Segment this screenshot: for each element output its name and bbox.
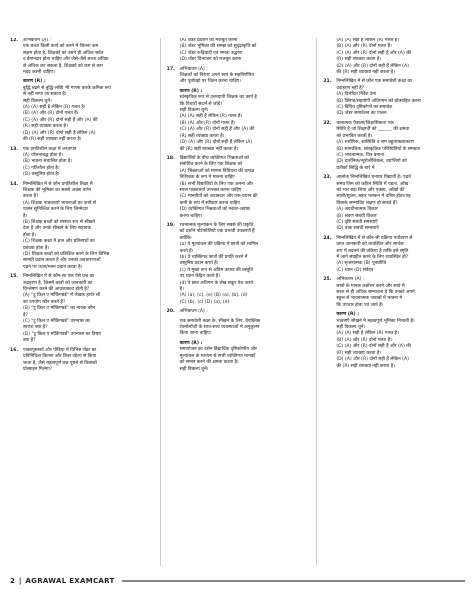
question-line: प्रतिनिधित्व कितना और किस उद्देश्य से किया — [23, 354, 97, 360]
question-line: मदद करनी चाहिए। — [23, 70, 55, 76]
answer-option: (C) (b), (c) (D) (a), (d) — [179, 299, 230, 305]
question-line: क्या है? — [23, 338, 36, 344]
answer-option: (A) भिन्नताओं को मानना विविधता की प्रत्यक्ष — [179, 168, 255, 174]
question-head — [323, 277, 465, 283]
question-line: करते हैं। — [179, 248, 194, 254]
question-text: अभिकथन (A) : — [23, 38, 52, 43]
question-line: है। — [23, 213, 28, 219]
question-number: 13. — [10, 146, 19, 152]
answer-option: (D) (A) और (R) दोनों सही हैं लेकिन (A) — [336, 357, 409, 363]
answer-option: (D) व्यक्तिगत भिन्नताओं को नकार-अवांछ — [179, 207, 250, 213]
question-line: सरल पाठ्यचर्या उपलब्ध करना चाहिए — [179, 187, 242, 193]
question-block — [323, 175, 465, 233]
brand-name: AGRAWAL EXAMCART — [25, 577, 115, 585]
answer-option: (B) भावना संचालित होता है। — [23, 159, 73, 165]
question-line: से अधिक कर सकता है, शिक्षकों को कम से कम — [23, 63, 103, 69]
answer-option: (C) विविध दृष्टिकोणों का समावेश — [336, 105, 393, 111]
answer-option: (D) (A) और (R) दोनों सही हैं लेकिन (A) — [336, 63, 409, 69]
answer-option: (c) ये मुख्य रूप से अंतिम उत्पाद की प्रस्तुति — [179, 267, 253, 273]
answer-option: (B) (A) और (R) दोनों गलत हैं। — [23, 111, 79, 117]
answer-option: (a) ये मूल्यांकन की प्रक्रिया में छात्रों को शामिल — [179, 242, 259, 248]
question-block — [10, 348, 152, 374]
question-line: है? — [23, 312, 28, 318]
question-line: स्थिति है जो शिक्षार्थी को ______ की क्षमता — [336, 127, 410, 133]
question-block — [323, 121, 465, 172]
question-line: (R) सही व्याख्या करता है। — [23, 124, 68, 130]
answer-option: (B) (A) और (R) दोनों गलत हैं। — [336, 44, 392, 50]
question-line: को दर्शाने पोर्टफोलियो एक प्रभावी उपकरणें हैं — [179, 229, 255, 235]
question-line: व ईमानदार होना चाहिए और जैसे-जैसे बच्चा अधिक — [23, 57, 109, 63]
question-block — [167, 38, 309, 64]
question-block — [167, 223, 309, 306]
footer-rule — [122, 580, 465, 582]
question-block — [10, 147, 152, 179]
question-number: 22. — [323, 120, 332, 126]
question-line: में आगे संग्रहीत करने के लिए व्यवस्थित हो? — [336, 255, 409, 260]
answer-option: (C) मानवीयों को जवाबदार और एक-प्रधान की — [179, 194, 258, 200]
question-line: रूप में बदलने की प्रक्रिया है ताकि इसे स्मृति — [336, 248, 409, 254]
answer-option: (B) सभी विद्यार्थियों के लिए एक अनन्य और — [179, 181, 254, 187]
question-text: निम्नलिखित में से कौन एक समावेशी कक्षा का — [336, 79, 413, 85]
question-block — [167, 89, 309, 153]
question-text: पाठ्यपुस्तकों और पीडिया में विभिन्न जेंडर का — [23, 347, 97, 353]
question-line: सांस्कृतिक रूप से उत्तरदायी शिक्षक का कार्य है — [179, 95, 257, 101]
answer-option: (C) शिक्षक कक्षा में ज्ञान और प्रतिस्पर्धा का — [23, 239, 95, 245]
answer-option: (d) ये छात्र अधिगम के लेख संकूर पेश करते — [179, 280, 253, 286]
question-line: प्रबंधक होता है। — [23, 245, 50, 251]
question-block — [167, 156, 309, 220]
question-line: पालन सुनिश्चित करने के लिए जिम्मेदार — [23, 207, 88, 213]
answer-option: (A) योजनाबद्ध होता है। — [23, 152, 64, 158]
question-line: किसके सम्भावित लक्षण हो सकते हैं? — [336, 200, 398, 206]
question-line: बुद्धि बढ़ने से बुद्धि-लब्धि भी गणना करके क्रमिक रूप — [23, 85, 111, 91]
question-text: कलात्मक फैसला/जिज्ञासिकता एक — [336, 120, 394, 126]
question-line: कि उपचार होता एवं जाते हैं। — [336, 302, 384, 308]
question-line: निशिचता के रूप में मानना चाहिए — [179, 175, 235, 181]
question-text: विद्यार्थियों के बीच व्यक्तिगत भिन्नताओं को — [179, 155, 250, 161]
answer-option: (C) भावनात्मक, चित्र बनाना — [336, 152, 384, 158]
question-block — [323, 312, 465, 370]
question-line: जाता है, जैसे महत्वपूर्ण प्रश्न पूछने से किसको — [23, 360, 97, 366]
section-label: कारण (R) : — [179, 340, 203, 346]
answer-option: (C) (A) और (R) दोनों सही हैं और (A) की — [336, 344, 411, 350]
question-line: की (R) सही व्याख्या नहीं करता है। — [23, 137, 82, 143]
question-number: 21. — [323, 79, 332, 85]
question-line: से नहीं मापा जा सकता है। — [23, 92, 67, 98]
answer-option: (A) (A) सही है लेकिन (R) गलत है। — [179, 114, 243, 120]
question-block — [167, 319, 309, 338]
answer-option: (C) दृष्टि संबंधी समस्याएँ — [336, 219, 378, 225]
answer-option: (D) वाक संबंधी समस्याएँ — [336, 226, 379, 232]
question-text: आलोक निम्नलिखित घनाघर विद्यार्थी है। पढ़ते — [336, 175, 411, 181]
question-line: लाली/सूजन, बहार पलकन में धनिष्ट होता।यह — [336, 194, 411, 200]
question-block — [10, 274, 152, 344]
answer-option: (D) जेंडर समावेशन का पालन — [336, 111, 387, 117]
section-label: कारण (R) : — [336, 312, 360, 318]
question-line: और पूर्वाग्रहों पर चिंतन करना चाहिए। — [179, 79, 242, 85]
question-text: अभिकथन (A) : — [179, 309, 208, 315]
answer-option: (b) ये व्यक्तिगत छात्रों की प्रगति करने में — [179, 255, 248, 260]
question-line: एक समावेशी कक्षा के, सीखने के लिए, वैयक्तिक — [179, 318, 261, 324]
question-number: 14. — [10, 181, 19, 187]
question-line: देता है और उनके सीखने के लिए सहायक — [23, 226, 91, 232]
question-line: विश्लेषण करने की आवश्यकता होती है? — [23, 287, 90, 293]
question-line: एक बच्चा किसी कार्य को करने में जितना कम — [23, 44, 99, 50]
question-number: 18. — [166, 155, 175, 161]
question-block — [167, 67, 309, 86]
question-columns — [10, 38, 465, 566]
question-line: की (R) सही व्याख्या नहीं करता है। — [336, 70, 395, 76]
question-line: शिक्षकों को निरंतर अपने स्वयं के सहनिर्णयित — [179, 73, 254, 79]
footer-separator-icon: | — [18, 577, 22, 585]
column-left — [10, 38, 152, 566]
question-line: छात्रों के मानक प्रश्नोत्तर करने और स्वयं में — [336, 283, 405, 289]
question-line: मूल्यांकन के माध्यम से सभी व्यक्तिगत मानकों — [179, 353, 256, 359]
question-head — [10, 274, 152, 280]
question-block — [10, 182, 152, 272]
answer-option: (A) अवधीनात्मक विकार — [336, 207, 378, 213]
question-number: 23. — [323, 175, 332, 181]
question-line: कमी के रूप में स्वीकार करना चाहिए — [179, 200, 240, 206]
question-block — [10, 79, 152, 143]
question-line: टेक्नोलॉजी के साथ-साथ व्यवस्थाओं में अनुकूलन — [179, 325, 260, 331]
question-line: पर ध्यान केंद्रित करते हैं। — [179, 274, 221, 280]
question-line: (R) सही व्याख्या करता है। — [179, 133, 225, 139]
answer-option: (A) शारीरिक, स्वस्थिति व सम बहुव्याख्याकरण — [336, 140, 414, 146]
answer-option: (A) विभेदित निर्देश देना — [336, 92, 377, 98]
question-line: कि विचारों संदर्भ से जोड़ें। — [179, 101, 222, 107]
question-line: प्रतीकों सिद्धि के बारे में — [336, 165, 375, 171]
question-line: होता है। — [23, 232, 37, 238]
answer-option: (D) (A) और (R) दोनों सही हैं लेकिन (A) — [23, 130, 96, 136]
question-block — [323, 79, 465, 117]
question-line: (R) सही व्याख्या करता है। — [336, 57, 382, 63]
question-text: रचनात्मक मूल्यांकन के लिए सबसे की प्रकृति — [179, 222, 254, 228]
question-line: सरल से ही अधिक सम्भावना है कि उनको अपने — [336, 290, 415, 296]
answer-option: (B) सामाजिक, सांस्कृतिक परिस्थितियों के समग्रता — [336, 146, 421, 152]
answer-option: (D) शिक्षक बच्चों को प्रशिक्षित करने के लिए विभिन्न — [23, 252, 110, 257]
question-head — [167, 309, 309, 315]
answer-option: (B) जेंडर भूमिका की समझ को सुदृढ़ाकृति को — [179, 44, 257, 50]
column-right — [316, 38, 465, 566]
answer-option: (A) शिक्षक पाठ्यचर्या भावनाओं का कार्य से — [23, 200, 96, 206]
question-line: सक्षम होता है, शिक्षकों को उसने ही अधिक सर्वत्र — [23, 50, 104, 56]
question-block — [323, 277, 465, 309]
answer-option: (D) वस्तुनिष्ठ होता है। — [23, 172, 60, 178]
answer-option: (C) गतिशील होता है। — [23, 165, 60, 171]
question-line: का उपयोग कौन करते हैं? — [23, 299, 66, 305]
question-head — [323, 175, 465, 181]
question-line: प्रोत्साहन मिलेगा? — [23, 366, 53, 372]
answer-option: (A) "टू किल ए मॉकिंगबर्ड" में लेखक हार्पर ली — [23, 293, 101, 299]
question-block — [167, 341, 309, 373]
question-line: करता है? — [23, 194, 39, 200]
question-number: 19. — [166, 222, 175, 228]
question-line: सही विकल्प चुनें। — [179, 366, 209, 372]
question-line: समय जिम को कठिन स्थिति में पड़ता, आँख — [336, 181, 409, 187]
answer-option: (B) (A) और (R) दोनों गलत हैं। — [179, 120, 236, 126]
answer-option: (A) (A) सही है लेकिन (R) गलत है। — [336, 38, 399, 43]
question-text: निम्नलिखित में से कौन-सा एक ऐसे प्रश्न का — [23, 274, 95, 280]
question-number: 12. — [10, 38, 19, 43]
question-line: करना चाहिए। — [179, 213, 203, 219]
question-number: 16. — [10, 347, 19, 353]
question-line: वस्तुनिष्ठ प्रदान करते हैं। — [179, 261, 219, 267]
question-number: 25. — [323, 277, 332, 283]
answer-option: (B) "टू किल ए मॉकिंगबर्ड" का नायक कौन — [23, 306, 96, 312]
question-head — [10, 182, 152, 188]
question-line: सही विकल्प चुनें। — [23, 98, 52, 104]
question-line: शिक्षक की भूमिका का सबसे अच्छा वर्णन — [23, 187, 92, 193]
question-text: निम्नलिखित में से कौन-सी प्रक्रिया पर्यावरण से — [336, 235, 413, 241]
answer-option: (B) फ्लिप्ड/सहयोगी अधिगमन को प्रोत्साहित करना — [336, 98, 421, 104]
question-block — [323, 38, 465, 76]
question-text: अभिकथन (A) : — [336, 277, 365, 283]
question-line: प्राप्त जानकारी को व्यवस्थित और सार्थक — [336, 242, 404, 248]
question-line: हैं। — [179, 287, 184, 293]
answer-option: (A) सृजनात्मक (B) पुनर्प्राप्ति — [336, 261, 387, 267]
answer-option: (C) (A) और (R) दोनों सही हैं और (A) की — [23, 117, 98, 123]
answer-option: (A) (A) सही है लेकिन (R) गलत है। — [23, 105, 86, 111]
answer-option: (B) शिक्षक बच्चों को स्पष्टता रूप से सीखने — [23, 219, 96, 225]
section-label: कारण (R) : — [23, 79, 46, 85]
question-line: संबोधित करने के लिए एक शिक्षक को — [179, 162, 243, 168]
question-line: की (R) सही व्याख्या नहीं करता है। — [179, 146, 239, 152]
question-number: 15. — [10, 274, 19, 280]
question-line: सही विकल्प चुनें। — [179, 108, 209, 114]
answer-option: (D) (A) और (R) दोनों सही हैं लेकिन (A) — [179, 140, 253, 146]
question-number: 20. — [166, 309, 175, 315]
question-line: उदाहरण है, जिसमें छात्रों को जानकारी का — [23, 280, 93, 286]
question-text: अभिकथन (A) : — [179, 66, 208, 72]
question-line: भावनाएँ सीखने में महत्वपूर्ण भूमिका निभाती हैं। — [336, 318, 415, 324]
question-line: क्योंकि- — [179, 235, 193, 241]
question-text: एक प्रगतिशील कक्षा में अध्यापन — [23, 146, 77, 152]
question-line: सारांश क्या है? — [23, 325, 48, 331]
answer-option: (A) (a), (c), (e) (B) (a), (b), (d) — [179, 293, 248, 299]
answer-option: (C) (A) और (R) दोनों सही हैं और (A) की — [179, 127, 255, 133]
answer-option: (C) (A) और (R) दोनों सही हैं और (A) की — [336, 50, 411, 56]
answer-option: (D) "टू किल ए मॉकिंगबर्ड" उपन्यास का विषय — [23, 331, 101, 337]
question-block — [323, 236, 465, 274]
answer-option: (D) दार्शनिक/न्यूरोलॉजिकल, व्याप्तियों को — [336, 159, 407, 165]
page-number: 2 — [10, 577, 15, 585]
answer-option: (A) (A) सही है लेकिन (R) गलत है। — [336, 331, 399, 337]
answer-option: (B) श्रवण संबंधी विकार — [336, 213, 377, 219]
section-label: कारण (R) : — [179, 88, 203, 94]
question-line: पढ़ने पर ध्यान/मनन प्रदान करता है। — [23, 264, 83, 270]
page-footer — [10, 576, 465, 586]
question-head — [10, 147, 152, 153]
question-line: उदाहरण नहीं है? — [336, 85, 365, 91]
answer-option: (D) जेंडर विभाजन को मजबूत करना — [179, 57, 242, 63]
question-block — [167, 309, 309, 315]
answer-option: (C) ध्यान (D) संवेदन — [336, 267, 374, 273]
question-line: समायोजन का दर्शन विद्यार्थिक दृष्टिकोणीय और — [179, 347, 257, 353]
answer-option: (B) (A) और (R) दोनों गलत हैं। — [336, 337, 392, 343]
answer-option: (C) जेंडर रूढ़िवादी एवं समता उद्धरण — [179, 50, 243, 56]
question-line: सही विकल्प चुनें। — [336, 325, 366, 331]
question-number: 17. — [166, 66, 175, 72]
question-line: (R) सही व्याख्या करता है। — [336, 350, 382, 356]
question-line: को प्रभावित करती है। — [336, 133, 373, 139]
question-line: को समान करने की क्षमता करता है। — [179, 360, 239, 366]
question-line: की (R) सही व्याख्या नहीं करता है। — [336, 363, 395, 369]
question-line: किया जाना चाहिए। — [179, 331, 212, 337]
question-number: 24. — [323, 235, 332, 241]
column-middle — [160, 38, 309, 566]
question-text: निम्नलिखित में से कौन प्रगतिशील शिक्षा में — [23, 181, 93, 187]
answer-option: (A) जेंडर प्रदर्शन को मजबूत करना — [179, 38, 238, 43]
question-line: को भार बढ़ा लिया और एकाग्र, आँखों की — [336, 187, 405, 193]
question-head — [323, 79, 465, 85]
answer-option: (C) "टू किल ए मॉकिंगबर्ड" उपन्यास का — [23, 319, 90, 325]
question-line: सामग्री प्रदान करता है और उनको अवधारणाओं — [23, 258, 101, 264]
question-block — [10, 38, 152, 76]
question-line: स्कूल से भावनात्मक जवाबों में भावना मे — [336, 296, 403, 302]
